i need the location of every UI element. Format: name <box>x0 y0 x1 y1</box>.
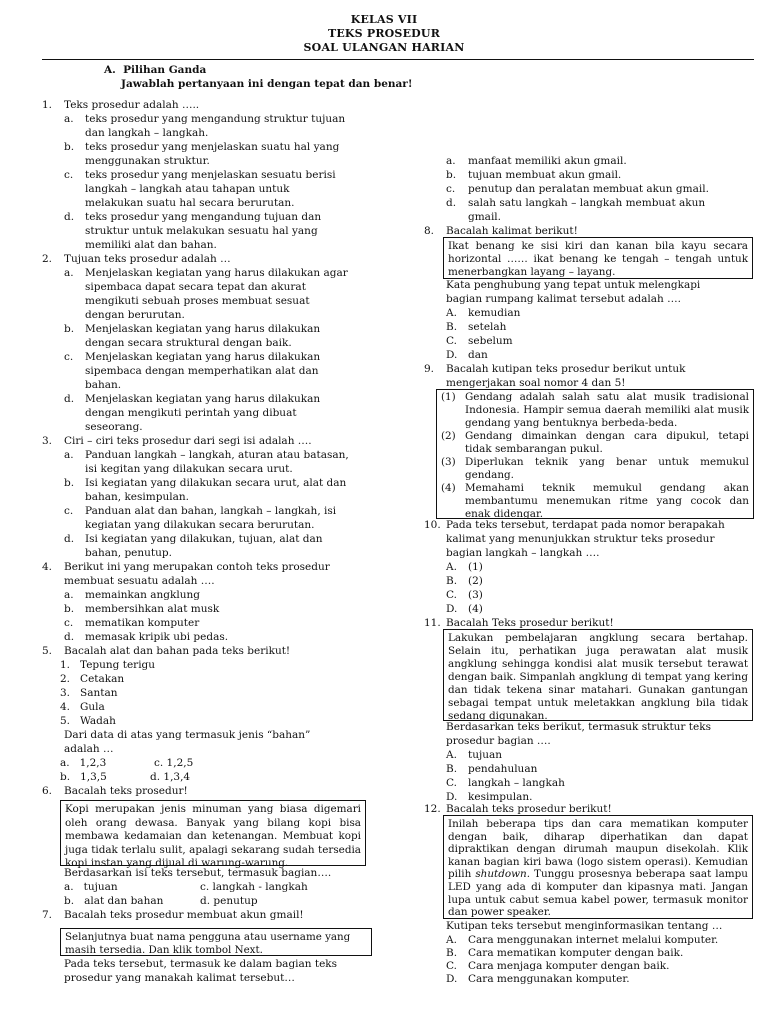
question-text: bagian langkah – langkah …. <box>446 547 600 559</box>
question-text: kalimat yang menunjukkan struktur teks prosedur <box>446 533 715 545</box>
reading-passage-box: Lakukan pembelajaran angklung secara bertahap. Selain itu, perhatikan juga perawatan alat musik angklung sehingga kondisi alat musik tersebut terawat dengan baik. Simpanlah angklung di tempat yang kering dan tidak tekena sinar matahari. Gunakan gantungan sebagai tempat untuk meletakkan angklung bila tidak sedang digunakan. <box>443 629 753 721</box>
question-text: Bacalah teks prosedur berikut! <box>446 803 612 815</box>
passage-italic-term: shutdown <box>475 868 527 881</box>
option-text: Isi kegiatan yang dilakukan secara urut, alat dan <box>85 477 347 489</box>
question-text: Bacalah teks prosedur! <box>64 785 188 797</box>
option-text: bahan, penutup. <box>85 547 172 559</box>
option-text: teks prosedur yang mengandung struktur tujuan <box>85 113 346 125</box>
option-text: Cara menjaga komputer dengan baik. <box>468 960 670 972</box>
numbered-passage-box <box>436 389 754 519</box>
question-text: Tujuan teks prosedur adalah … <box>64 253 231 265</box>
option-text: mematikan komputer <box>85 617 200 629</box>
option-text: melakukan suatu hal secara berurutan. <box>85 197 295 209</box>
option-letter: c. <box>64 169 74 181</box>
option-letter: d. <box>64 211 75 223</box>
option-text: kegiatan yang dilakukan secara berurutan. <box>85 519 315 531</box>
option-text: sipembaca dapat secara tepat dan akurat <box>85 281 306 293</box>
option-text: bahan. <box>85 379 122 391</box>
option-text: kemudian <box>468 307 521 319</box>
question-text: Bacalah Teks prosedur berikut! <box>446 617 614 629</box>
question-number: 8. <box>424 225 435 237</box>
option-letter: D. <box>446 603 458 615</box>
option-text: (4) <box>468 603 483 615</box>
question-number: 9. <box>424 363 435 375</box>
option-text: mengikuti sebuah proses membuat sesuat <box>85 295 310 307</box>
question-text: Teks prosedur adalah ….. <box>64 99 200 111</box>
option-letter: a. <box>64 267 74 279</box>
option-letter: a. <box>64 589 74 601</box>
option-text: teks prosedur yang menjelaskan suatu hal yang <box>85 141 340 153</box>
question-text: Berikut ini yang merupakan contoh teks prosedur <box>64 561 330 573</box>
question-text: Berdasarkan teks berikut, termasuk struktur teks <box>446 721 711 733</box>
header-exam-title: SOAL ULANGAN HARIAN <box>303 41 465 54</box>
option-text: d. penutup <box>200 895 258 907</box>
option-text: memiliki alat dan bahan. <box>85 239 217 251</box>
option-letter: c. <box>64 351 74 363</box>
option-text: membersihkan alat musk <box>85 603 220 615</box>
question-text: Bacalah teks prosedur membuat akun gmail! <box>64 909 304 921</box>
passage-item-text: Gendang adalah salah satu alat musik tradisional Indonesia. Hampir semua daerah memiliki alat musik gendang yang bentuknya berbeda-beda. <box>465 391 749 429</box>
reading-passage-box <box>443 815 753 919</box>
list-item: 4. Gula <box>60 701 105 713</box>
question-number: 1. <box>42 99 53 111</box>
option-text: Isi kegiatan yang dilakukan, tujuan, alat dan <box>85 533 323 545</box>
passage-item-number: (4) <box>441 482 456 494</box>
option-letter: A. <box>446 749 457 761</box>
question-text: Pada teks tersebut, terdapat pada nomor berapakah <box>446 519 725 531</box>
option-text: dan langkah – langkah. <box>85 127 209 139</box>
option-letter: D. <box>446 349 458 361</box>
option-text: b. alat dan bahan <box>64 895 164 907</box>
option-text: d. 1,3,4 <box>150 771 191 783</box>
option-text: sipembaca dengan memperhatikan alat dan <box>85 365 319 377</box>
question-text: Bacalah alat dan bahan pada teks berikut! <box>64 645 291 657</box>
option-text: dengan mengikuti perintah yang dibuat <box>85 407 297 419</box>
option-text: Panduan langkah – langkah, aturan atau batasan, <box>85 449 349 461</box>
option-letter: d. <box>64 393 75 405</box>
header-class: KELAS VII <box>350 13 418 26</box>
option-text: seseorang. <box>85 421 143 433</box>
option-letter: d. <box>64 631 75 643</box>
option-letter: c. <box>64 617 74 629</box>
section-title: A. Pilihan Ganda <box>104 64 207 76</box>
passage-item-number: (1) <box>441 391 456 403</box>
header-topic: TEKS PROSEDUR <box>327 27 441 40</box>
option-text: teks prosedur yang menjelaskan sesuatu berisi <box>85 169 336 181</box>
question-number: 10. <box>424 519 441 531</box>
reading-passage-box: Kopi merupakan jenis minuman yang biasa digemari oleh orang dewasa. Banyak yang bilang kopi bisa membawa kedamaian dan ketenangan. Membuat kopi juga tidak terlalu sulit, apalagi sekarang sudah tersedia kopi instan yang dijual di warung-warung. <box>60 800 366 866</box>
question-text: Bacalah kutipan teks prosedur berikut untuk <box>446 363 686 375</box>
question-text: Berdasarkan isi teks tersebut, termasuk bagian…. <box>64 867 332 879</box>
passage-item <box>441 482 749 521</box>
option-letter: D. <box>446 973 458 985</box>
list-item: 3. Santan <box>60 687 118 699</box>
reading-passage-box: Selanjutnya buat nama pengguna atau username yang masih tersedia. Dan klik tombol Next. <box>60 928 372 956</box>
section-instruction: Jawablah pertanyaan ini dengan tepat dan benar! <box>121 78 413 90</box>
passage-item-text: Diperlukan teknik yang benar untuk memukul gendang. <box>465 456 749 481</box>
option-text: salah satu langkah – langkah membuat akun <box>468 197 706 209</box>
option-letter: A. <box>446 561 457 573</box>
question-number: 3. <box>42 435 53 447</box>
option-text: Menjelaskan kegiatan yang harus dilakukan <box>85 393 321 405</box>
option-letter: C. <box>446 335 457 347</box>
option-text: manfaat memiliki akun gmail. <box>468 155 627 167</box>
option-text: setelah <box>468 321 507 333</box>
option-text: Cara menggunakan komputer. <box>468 973 630 985</box>
option-letter: B. <box>446 575 458 587</box>
option-letter: b. <box>446 169 457 181</box>
option-text: dan <box>468 349 488 361</box>
list-item: 2. Cetakan <box>60 673 125 685</box>
option-text: langkah – langkah <box>468 777 565 789</box>
question-text: Bacalah kalimat berikut! <box>446 225 578 237</box>
option-letter: C. <box>446 589 457 601</box>
question-number: 7. <box>42 909 53 921</box>
option-letter: b. <box>64 477 75 489</box>
option-letter: c. <box>64 505 74 517</box>
list-item: 5. Wadah <box>60 715 116 727</box>
option-text: struktur untuk melakukan sesuatu hal yang <box>85 225 318 237</box>
option-letter: b. <box>64 603 75 615</box>
question-number: 5. <box>42 645 53 657</box>
question-number: 6. <box>42 785 53 797</box>
option-text: c. 1,2,5 <box>154 757 194 769</box>
question-text: adalah … <box>64 743 114 755</box>
question-text: prosedur bagian …. <box>446 735 551 747</box>
question-text: membuat sesuatu adalah …. <box>64 575 215 587</box>
option-text: c. langkah - langkah <box>200 881 308 893</box>
option-letter: a. <box>64 449 74 461</box>
option-text: dengan berurutan. <box>85 309 185 321</box>
option-letter: a. <box>446 155 456 167</box>
option-text: langkah – langkah atau tahapan untuk <box>85 183 290 195</box>
option-text: menggunakan struktur. <box>85 155 210 167</box>
option-text: Menjelaskan kegiatan yang harus dilakukan <box>85 323 321 335</box>
option-text: a. 1,2,3 <box>60 757 107 769</box>
passage-item <box>441 391 749 430</box>
passage-item-number: (3) <box>441 456 456 468</box>
question-text: Dari data di atas yang termasuk jenis “bahan” <box>64 729 311 741</box>
option-text: bahan, kesimpulan. <box>85 491 189 503</box>
option-letter: D. <box>446 791 458 803</box>
option-letter: c. <box>446 183 456 195</box>
option-letter: d. <box>64 533 75 545</box>
question-number: 2. <box>42 253 53 265</box>
option-text: tujuan <box>468 749 503 761</box>
option-text: pendahuluan <box>468 763 538 775</box>
option-letter: a. <box>64 113 74 125</box>
option-text: kesimpulan. <box>468 791 533 803</box>
option-text: (2) <box>468 575 483 587</box>
option-letter: B. <box>446 947 458 959</box>
option-letter: C. <box>446 960 457 972</box>
option-text: sebelum <box>468 335 513 347</box>
option-letter: A. <box>446 934 457 946</box>
option-text: gmail. <box>468 211 501 223</box>
option-text: Cara menggunakan internet melalui komputer. <box>468 934 719 946</box>
option-text: b. 1,3,5 <box>60 771 107 783</box>
option-text: memasak kripik ubi pedas. <box>85 631 229 643</box>
option-letter: b. <box>64 323 75 335</box>
question-number: 4. <box>42 561 53 573</box>
option-letter: C. <box>446 777 457 789</box>
option-text: dengan secara struktural dengan baik. <box>85 337 292 349</box>
question-text: Kata penghubung yang tepat untuk melengkapi <box>446 279 701 291</box>
passage-item-text: Memahami teknik memukul gendang akan membantumu menemukan ritme yang cocok dan enak didengar. <box>465 482 749 520</box>
passage-item-number: (2) <box>441 430 456 442</box>
option-text: (3) <box>468 589 483 601</box>
question-number: 12. <box>424 803 441 815</box>
option-text: a. tujuan <box>64 881 118 893</box>
option-text: memainkan angklung <box>85 589 200 601</box>
option-text: (1) <box>468 561 483 573</box>
option-letter: b. <box>64 141 75 153</box>
passage-item <box>441 430 749 456</box>
question-text: Pada teks tersebut, termasuk ke dalam bagian teks <box>64 958 338 970</box>
question-text: prosedur yang manakah kalimat tersebut… <box>64 972 295 984</box>
option-text: penutup dan peralatan membuat akun gmail. <box>468 183 709 195</box>
passage-item-text: Gendang dimainkan dengan cara dipukul, tetapi tidak sembarangan pukul. <box>465 430 749 455</box>
header-divider <box>42 59 754 60</box>
option-text: tujuan membuat akun gmail. <box>468 169 622 181</box>
passage-item <box>441 456 749 482</box>
question-number: 11. <box>424 617 441 629</box>
reading-passage-box: Ikat benang ke sisi kiri dan kanan bila kayu secara horizontal …… ikat benang ke tengah – tengah untuk menerbangkan layang – layang. <box>443 237 753 279</box>
option-text: teks prosedur yang mengandung tujuan dan <box>85 211 322 223</box>
option-text: Menjelaskan kegiatan yang harus dilakukan <box>85 351 321 363</box>
option-letter: B. <box>446 763 458 775</box>
question-text: Kutipan teks tersebut menginformasikan tentang … <box>446 920 723 932</box>
option-text: Cara mematikan komputer dengan baik. <box>468 947 684 959</box>
question-text: mengerjakan soal nomor 4 dan 5! <box>446 377 626 389</box>
option-letter: d. <box>446 197 457 209</box>
option-text: Panduan alat dan bahan, langkah – langkah, isi <box>85 505 337 517</box>
option-text: isi kegitan yang dilakukan secara urut. <box>85 463 293 475</box>
question-text: Ciri – ciri teks prosedur dari segi isi adalah …. <box>64 435 312 447</box>
option-letter: B. <box>446 321 458 333</box>
passage-text: . Tunggu prosesnya beberapa saat lampu LED yang ada di komputer dan kipasnya mati. Jangan lupa untuk cabut semua kabel power, termasuk monitor dan power speaker. <box>448 868 749 919</box>
question-text: bagian rumpang kalimat tersebut adalah …. <box>446 293 681 305</box>
option-letter: A. <box>446 307 457 319</box>
passage-text: Inilah beberapa tips dan cara mematikan komputer dengan baik, diharap diperhatikan dan dapat dipraktikan dengan dirumah maupun disekolah. Klik kanan bagian kiri bawa (logo sistem operasi). Kemudian pilih <box>448 818 748 881</box>
list-item: 1. Tepung terigu <box>60 659 156 671</box>
option-text: Menjelaskan kegiatan yang harus dilakukan agar <box>85 267 348 279</box>
